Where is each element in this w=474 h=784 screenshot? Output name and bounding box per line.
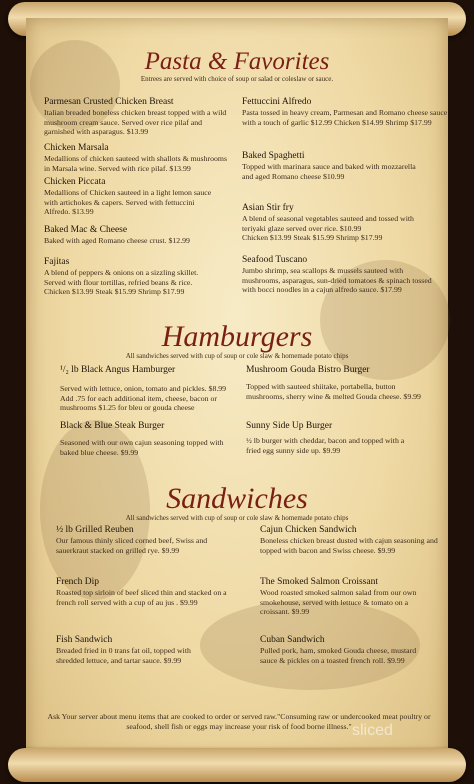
menu-item [60, 420, 250, 457]
menu-item-description: Medallions of chicken sauteed with shallots & mushrooms in Marsala wine. Served with rice pilaf. $13.99 [44, 154, 227, 173]
sliced-watermark: sliced [352, 722, 393, 739]
menu-item [56, 634, 246, 665]
menu-item-description: Topped with marinara sauce and baked with mozzarella and aged Romano cheese $10.99 [242, 162, 416, 181]
raw-food-disclaimer: Ask Your server about menu items that are cooked to order or served raw."Consuming raw or undercooked meat poultry or seafood, shell fish or eggs may increase your risk of food borne illness." [47, 712, 431, 731]
menu-item [44, 96, 244, 137]
menu-item-description: Served with lettuce, onion, tomato and pickles. $8.99 Add .75 for each additional item, cheese, bacon or mushrooms $1.25 for bleu or gouda cheese [60, 384, 227, 413]
sandwiches-section-title: Sandwiches [166, 482, 308, 515]
menu-item-name: Asian Stir fry [242, 203, 294, 213]
pasta-section-title: Pasta & Favorites [144, 48, 330, 75]
menu-item [44, 256, 244, 297]
menu-item-name: Fish Sandwich [56, 635, 113, 645]
menu-item-name: Fajitas [44, 257, 70, 267]
menu-item-description: Roasted top sirloin of beef sliced thin and stacked on a french roll served with a cup of au jus . $9.99 [56, 588, 227, 607]
menu-item [242, 254, 458, 295]
menu-item [260, 576, 456, 617]
menu-item-description: Italian breaded boneless chicken breast topped with a wild mushroom cream sauce. Served over rice pilaf and garnished with asparagus. $13.99 [44, 108, 227, 137]
menu-item-name: The Smoked Salmon Croissant [260, 577, 378, 587]
menu-item [260, 634, 456, 665]
menu-item [246, 420, 456, 455]
menu-item [242, 202, 458, 243]
menu-item-description: Pasta tossed in heavy cream, Parmesan and Romano cheese sauce with a touch of garlic $12.99 Chicken $14.99 Shrimp $17.99 [242, 108, 448, 127]
menu-item-name: Black & Blue Steak Burger [60, 421, 165, 431]
hamburgers-section-subtitle: All sandwiches served with cup of soup or cole slaw & homemade potato chips [125, 352, 349, 360]
menu-item-name: Parmesan Crusted Chicken Breast [44, 97, 174, 107]
scroll-bottom-roll [8, 748, 466, 782]
pasta-section-subtitle: Entrees are served with choice of soup or salad or coleslaw or sauce. [140, 75, 334, 83]
menu-item-name: ½ lb Grilled Reuben [56, 525, 134, 535]
sandwiches-section-subtitle: All sandwiches served with cup of soup or cole slaw & homemade potato chips [125, 514, 349, 522]
menu-item-description: Baked with aged Romano cheese crust. $12.99 [44, 236, 190, 245]
menu-item [44, 176, 244, 217]
menu-item [260, 524, 456, 555]
menu-item [56, 524, 246, 555]
menu-item-description: Boneless chicken breast dusted with cajun seasoning and topped with bacon and Swiss cheese. $9.99 [260, 536, 438, 555]
menu-item-name: Cajun Chicken Sandwich [260, 525, 357, 535]
menu-item-description: ½ lb burger with cheddar, bacon and topped with a fried egg sunny side up. $9.99 [246, 436, 405, 455]
hamburgers-section-title: Hamburgers [161, 320, 313, 353]
menu-item-name: Chicken Marsala [44, 143, 109, 153]
menu-item [60, 364, 250, 413]
menu-item [242, 96, 458, 127]
menu-item [44, 142, 244, 173]
menu-item-description: Medallions of Chicken sauteed in a light lemon sauce with artichokes & capers. Served with fettuccini Alfredo. $13.99 [44, 188, 212, 217]
menu-item-description: Our famous thinly sliced corned beef, Swiss and sauerkraut stacked on grilled rye. $9.99 [56, 536, 208, 555]
menu-item [246, 364, 456, 401]
menu-item-description: Topped with sauteed shiitake, portabella, button mushrooms, sherry wine & melted Gouda cheese. $9.99 [246, 382, 421, 401]
menu-item-name: Cuban Sandwich [260, 635, 325, 645]
menu-item [242, 150, 458, 181]
menu-item-description: Breaded fried in 0 trans fat oil, topped with shredded lettuce, and tartar sauce. $9.99 [56, 646, 191, 665]
menu-item-name: Baked Mac & Cheese [44, 225, 128, 235]
menu-item-name: Baked Spaghetti [242, 151, 305, 161]
menu-item-name: Fettuccini Alfredo [242, 97, 312, 107]
menu-item-name: French Dip [56, 577, 100, 587]
menu-item-name: Seafood Tuscano [242, 255, 308, 265]
menu-item-description: Jumbo shrimp, sea scallops & mussels sauteed with mushrooms, asparagus, sun-dried tomatoes & spinach tossed with bocci noodles in a cajun alfredo sauce. $17.99 [242, 266, 432, 295]
menu-item [44, 224, 244, 246]
menu-item-name: ¹/₂ lb Black Angus Hamburger [60, 365, 176, 375]
menu-item-description: A blend of peppers & onions on a sizzling skillet. Served with flour tortillas, refried beans & rice. Chicken $13.99 Steak $15.99 Shrimp $17.99 [44, 268, 199, 297]
menu-item-description: A blend of seasonal vegetables sauteed and tossed with teriyaki glaze served over rice. $10.99 Chicken $13.99 Steak $15.99 Shrimp $17.99 [242, 214, 414, 243]
menu-item [56, 576, 246, 607]
menu-item-name: Sunny Side Up Burger [246, 421, 333, 431]
menu-item-description: Wood roasted smoked salmon salad from our own smokehouse, served with lettuce & tomato on a croissant. $9.99 [260, 588, 417, 617]
menu-item-description: Seasoned with our own cajun seasoning topped with baked blue cheese. $9.99 [60, 438, 224, 457]
menu-item-description: Pulled pork, ham, smoked Gouda cheese, mustard sauce & pickles on a toasted french roll. $9.99 [260, 646, 417, 665]
menu-item-name: Mushroom Gouda Bistro Burger [246, 365, 370, 375]
menu-item-name: Chicken Piccata [44, 177, 106, 187]
